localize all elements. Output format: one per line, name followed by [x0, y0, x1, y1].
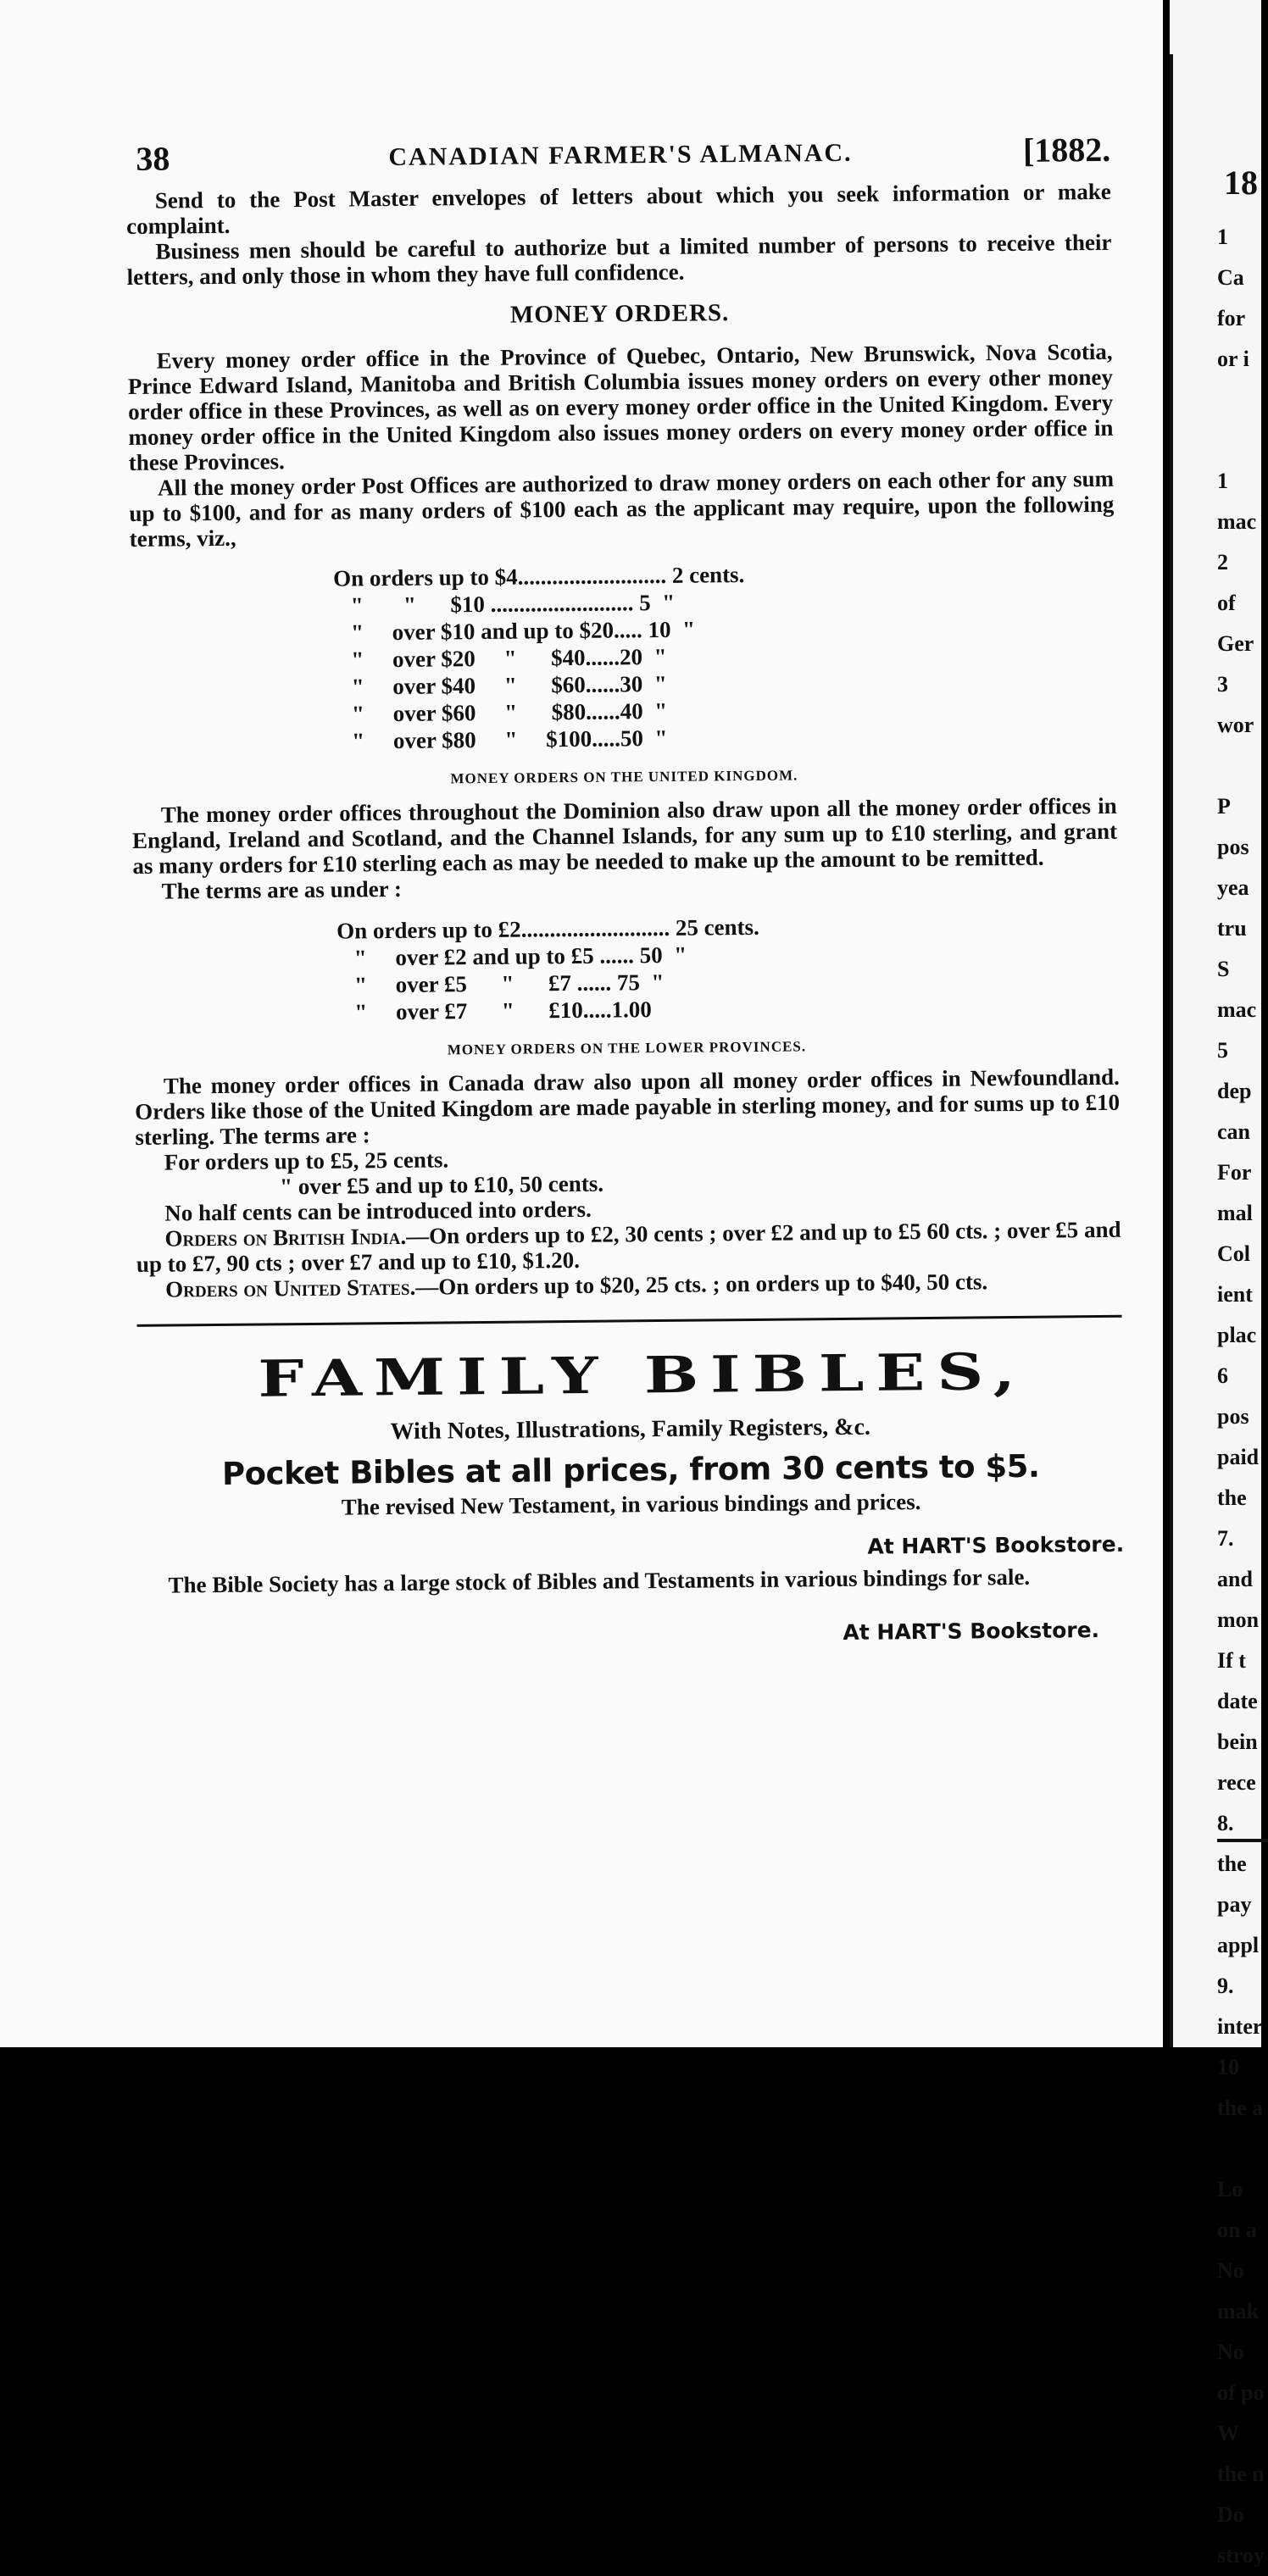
lower-line-2: " over £5 and up to £10, 50 cents. [279, 1170, 604, 1200]
advert-subtitle: With Notes, Illustrations, Family Registers, &c. [390, 1413, 871, 1446]
money-orders-paragraph-2: All the money order Post Offices are authorized to draw money orders on each other for any sum up to $100, and for as many orders of $100 each as the applicant may require, upon the following terms, viz., [129, 465, 1115, 552]
rate-row: " over $60 " $80......40 " [334, 697, 668, 727]
uk-heading: MONEY ORDERS ON THE UNITED KINGDOM. [450, 767, 798, 787]
intro-paragraph-2: Business men should be careful to authorize but a limited number of persons to receive their letters, and only those in whom they have full confidence. [126, 229, 1112, 290]
lower-line-3: No half cents can be introduced into orders. [164, 1196, 592, 1226]
united-states-text: —On orders up to $20, 25 cts. ; on orders up to $40, 50 cts. [415, 1269, 988, 1300]
rate-row: " over £5 " £7 ...... 75 " [336, 969, 665, 998]
uk-paragraph-1: The money order offices throughout the Dominion also draw upon all the money order offices in England, Ireland and Scotland, and the Channel Islands, for any sum up to £10 sterling, and grant as many orders for £10 sterling each as may be needed to make up the amount to be remitted. [131, 792, 1118, 879]
money-orders-paragraph-1: Every money order office in the Province of Quebec, Ontario, New Brunswick, Nova Scotia, Prince Edward Island, Manitoba and British Columbia issues money orders on every other money order office in these Provinces, as well as on every money order office in the United Kingdom. Every money order office in the United Kingdom also issues money orders on every money order office in these Provinces. [127, 338, 1114, 475]
next-page-rule [1217, 1839, 1268, 1842]
rate-row: " over £7 " £10.....1.00 [336, 997, 652, 1025]
next-page-edge [1170, 0, 1265, 2568]
page-number: 38 [136, 139, 170, 178]
rate-row: " over $80 " $100.....50 " [334, 724, 668, 754]
uk-rate-table [336, 910, 1119, 1026]
next-page-number: 18 [1224, 164, 1258, 202]
british-india-paragraph [136, 1217, 1121, 1277]
lower-paragraph-1: The money order offices in Canada draw also upon all money order offices in Newfoundland. Orders like those of the United Kingdom are made payable in sterling money, and for sums up to £10 sterling. The terms are : [135, 1063, 1121, 1150]
new-testament-line: The revised New Testament, in various bindings and prices. [341, 1489, 921, 1520]
next-page-text-fragments: 1 Ca for or i 1 mac 2 of Ger 3 wor P pos yea tru S mac 5 dep can For mal Col ient plac 6 pos paid the 7. and mon If t date bein rece 8. the pay appl 9. inter 10 the a Lo on a No mak No of po W the n Do stroy [1217, 225, 1265, 2568]
intro-paragraph-1: Send to the Post Master envelopes of letters about which you seek information or make complaint. [125, 178, 1111, 239]
page-header [125, 118, 1111, 188]
rate-row: On orders up to £2.......................... 25 cents. [336, 913, 759, 944]
british-india-label: Orders on British India. [164, 1223, 407, 1252]
uk-paragraph-2: The terms are as under : [161, 875, 403, 904]
united-states-label: Orders on United States. [165, 1274, 416, 1302]
british-india-text: —On orders up to £2, 30 cents ; over £2 and up to £5 60 cts. ; over £5 and up to £7, 90 cts ; over £7 and up to £10, $1.20. [136, 1216, 1121, 1277]
store-line-2: At HART'S Bookstore. [843, 1618, 1100, 1645]
lower-provinces-heading: MONEY ORDERS ON THE LOWER PROVINCES. [447, 1038, 807, 1058]
domestic-rate-table [333, 558, 1116, 755]
advert-divider [137, 1315, 1122, 1327]
rate-row: " over $10 and up to $20..... 10 " [333, 616, 696, 646]
bible-society-paragraph: The Bible Society has a large stock of Bibles and Testaments in various bindings for sale. [168, 1563, 1031, 1598]
lower-line-1: For orders up to £5, 25 cents. [164, 1146, 449, 1175]
rate-row: " over $40 " $60......30 " [334, 670, 667, 700]
family-bibles-title: FAMILY BIBLES, [258, 1341, 1028, 1408]
page-content [125, 118, 1125, 1652]
rate-row: On orders up to $4.......................... 2 cents. [332, 562, 745, 591]
header-year: [1882. [1022, 130, 1111, 169]
money-orders-heading: MONEY ORDERS. [509, 299, 730, 329]
store-line-1: At HART'S Bookstore. [867, 1531, 1125, 1559]
page-border-line [1170, 54, 1173, 2047]
running-title: CANADIAN FARMER'S ALMANAC. [388, 138, 853, 172]
rate-row: " over $20 " $40......20 " [333, 643, 667, 673]
rate-row: " over £2 and up to £5 ...... 50 " [336, 941, 687, 971]
rate-row: " " $10 ......................... 5 " [333, 589, 676, 619]
pocket-bibles-line: Pocket Bibles at all prices, from 30 cents to $5. [221, 1447, 1040, 1492]
